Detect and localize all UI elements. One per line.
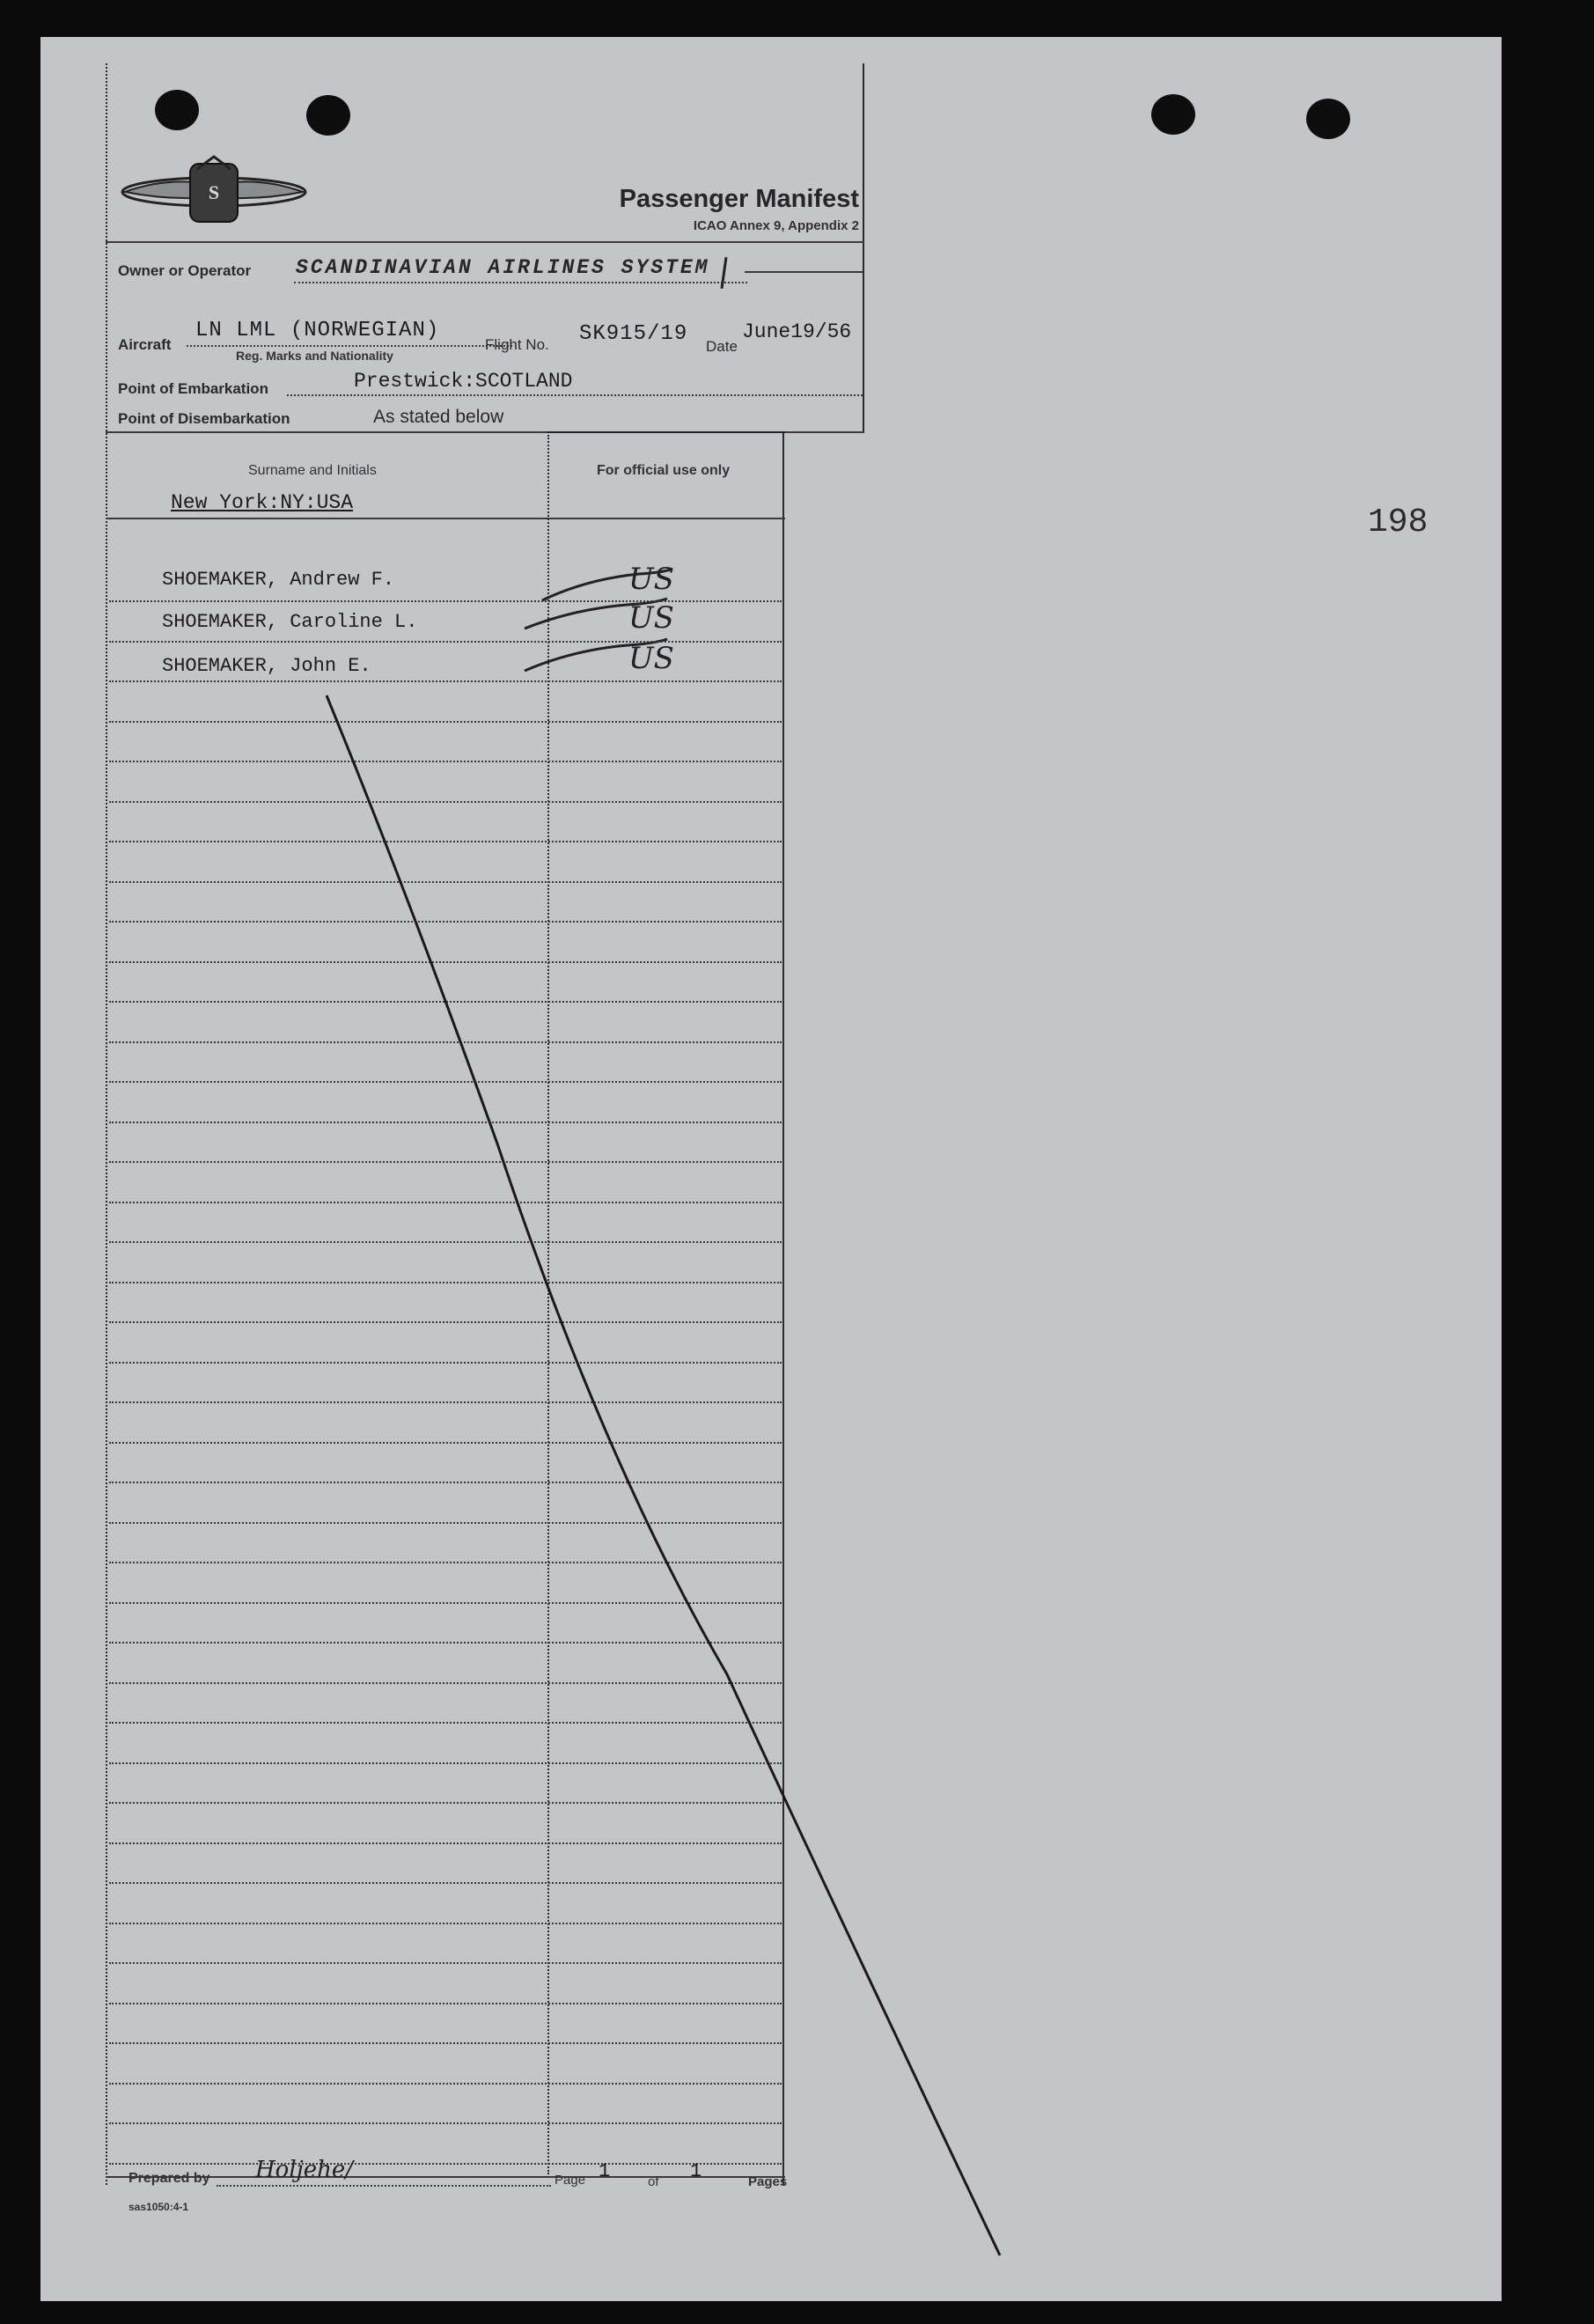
passenger-name: SHOEMAKER, Caroline L. [162, 611, 418, 633]
official-mark: US [628, 600, 674, 636]
prepared-signature: Holjehe/ [255, 2157, 353, 2183]
aircraft-sublabel: Reg. Marks and Nationality [236, 349, 393, 363]
passenger-name: SHOEMAKER, John E. [162, 655, 371, 677]
destination-heading: New York:NY:USA [171, 491, 354, 514]
disembarkation-value: As stated below [373, 407, 504, 427]
manifest-page [40, 37, 1502, 2301]
embarkation-label: Point of Embarkation [118, 380, 268, 397]
owner-label: Owner or Operator [118, 262, 252, 279]
aircraft-label: Aircraft [118, 336, 172, 353]
stamp-number: 198 [1368, 504, 1429, 541]
page-label: Page [555, 2173, 586, 2188]
flight-value: SK915/19 [579, 322, 688, 346]
aircraft-value: LN LML (NORWEGIAN) [195, 319, 440, 342]
of-number: 1 [690, 2160, 702, 2182]
disembarkation-label: Point of Disembarkation [118, 410, 290, 427]
prepared-underline [217, 2185, 551, 2187]
official-mark: US [628, 562, 674, 597]
page-number: 1 [599, 2160, 611, 2182]
col-surname-header: Surname and Initials [248, 463, 377, 478]
embarkation-value: Prestwick:SCOTLAND [354, 370, 573, 393]
svg-text:S: S [208, 181, 220, 203]
of-label: of [648, 2174, 659, 2189]
prepared-label: Prepared by [129, 2171, 210, 2186]
cancel-stroke [40, 37, 1502, 2301]
owner-value: SCANDINAVIAN AIRLINES SYSTEM [296, 256, 710, 279]
flight-label: Flight No. [485, 336, 549, 353]
passenger-name: SHOEMAKER, Andrew F. [162, 569, 395, 591]
manifest-subtitle: ICAO Annex 9, Appendix 2 [693, 218, 859, 233]
pages-label: Pages [748, 2174, 788, 2189]
date-label: Date [706, 338, 738, 355]
form-code: sas1050:4-1 [129, 2201, 189, 2213]
manifest-title: Passenger Manifest [619, 185, 859, 213]
official-mark: US [628, 641, 674, 676]
col-official-header: For official use only [597, 463, 731, 478]
date-value: June19/56 [742, 320, 852, 343]
